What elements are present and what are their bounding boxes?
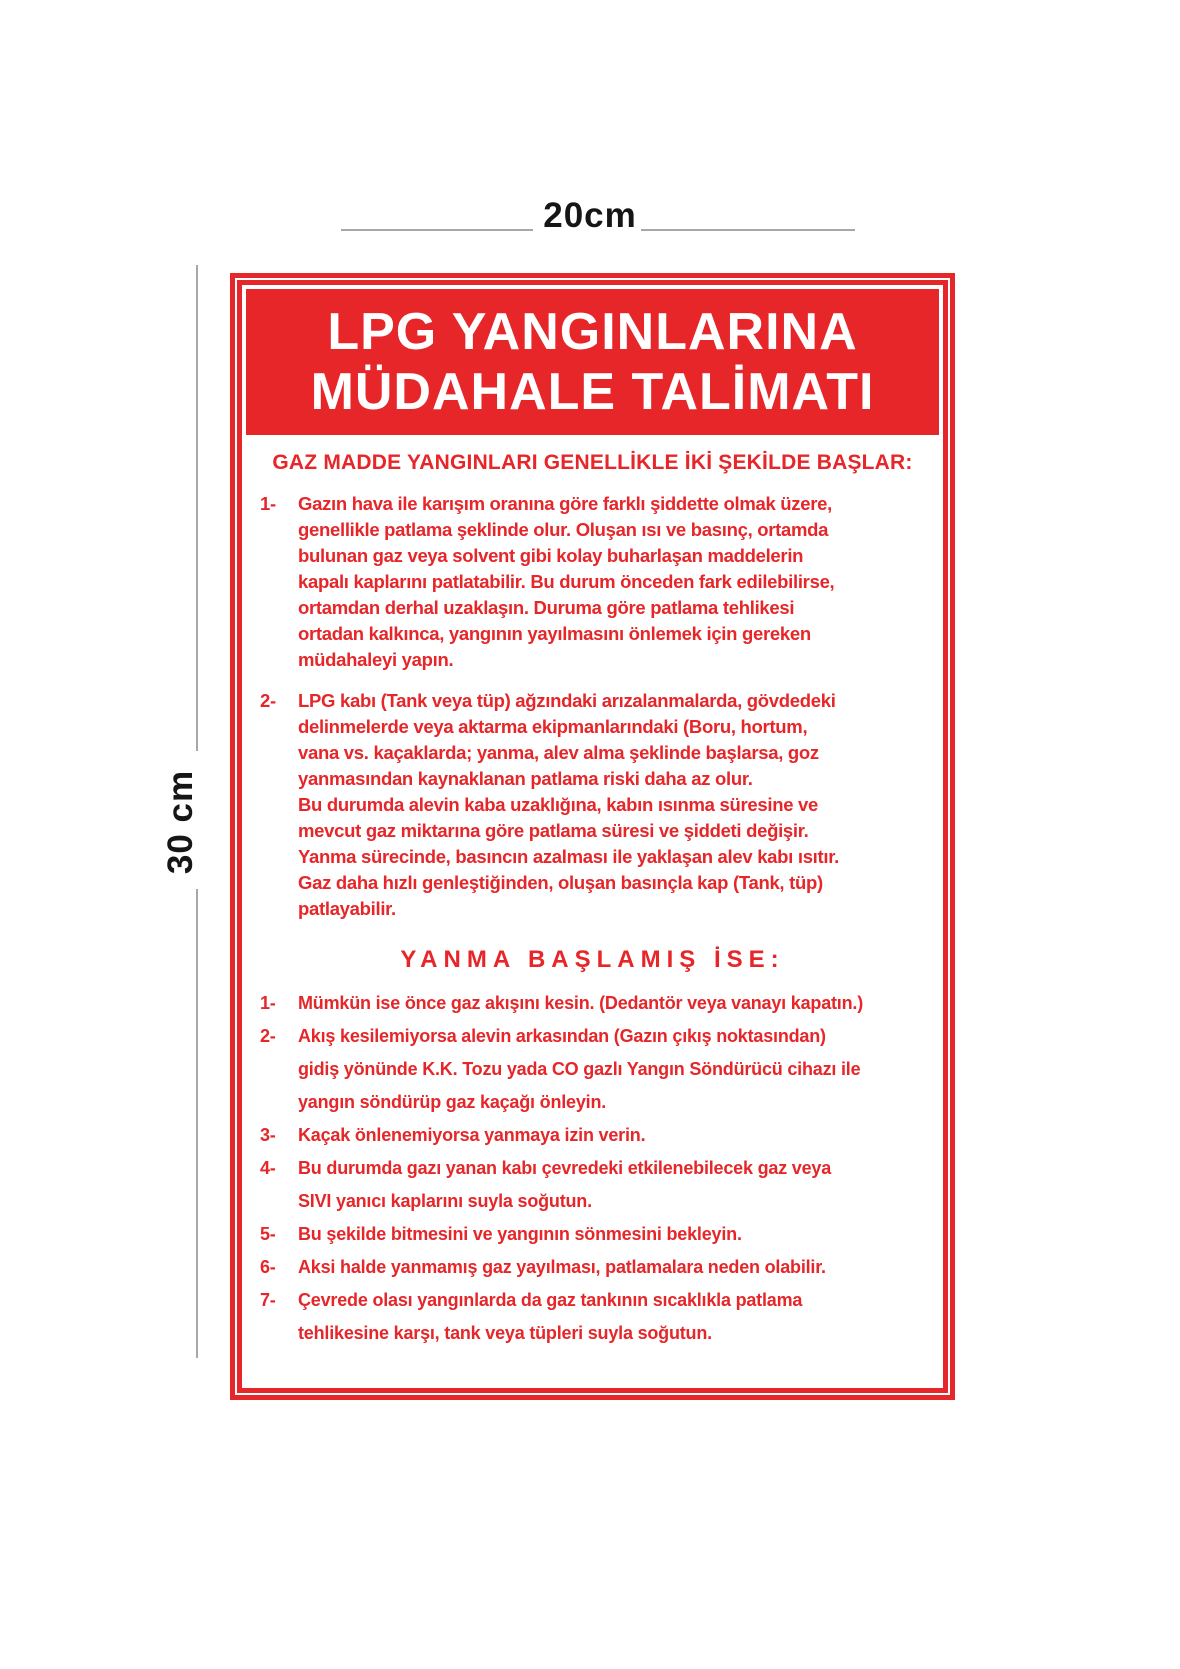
step-item-7	[260, 1284, 925, 1350]
text-line: bulunan gaz veya solvent gibi kolay buharlaşan maddelerin	[298, 545, 804, 566]
text-line: Mümkün ise önce gaz akışını kesin. (Dedantör veya vanayı kapatın.)	[298, 993, 863, 1013]
text-line: Bu şekilde bitmesini ve yangının sönmesini bekleyin.	[298, 1224, 742, 1244]
item-number: 2-	[260, 690, 276, 711]
item-lines	[298, 1284, 925, 1350]
section-heading: YANMA BAŞLAMIŞ İSE:	[400, 946, 785, 973]
step-item-4	[260, 1152, 925, 1218]
text-line: mevcut gaz miktarına göre patlama süresi ve şiddeti değişir.	[298, 820, 809, 841]
text-line: LPG kabı (Tank veya tüp) ağzındaki arızalanmalarda, gövdedeki	[298, 690, 836, 711]
sign-inner-border	[237, 280, 948, 1393]
item-number: 6-	[260, 1257, 276, 1277]
item-number: 4-	[260, 1158, 276, 1178]
text-line: delinmelerde veya aktarma ekipmanlarındaki (Boru, hortum,	[298, 716, 808, 737]
text-line: Bu durumda alevin kaba uzaklığına, kabın ısınma süresine ve	[298, 794, 819, 815]
text-line: Çevrede olası yangınlarda da gaz tankının sıcaklıkla patlama	[298, 1290, 803, 1310]
height-dimension-line-bottom	[196, 889, 198, 1358]
text-line: müdahaleyi yapın.	[298, 649, 454, 670]
width-dimension-line-left	[341, 229, 533, 231]
step-item-6	[260, 1251, 925, 1284]
text-line: tehlikesine karşı, tank veya tüpleri suyla soğutun.	[298, 1323, 712, 1343]
text-line: Aksi halde yanmamış gaz yayılması, patlamalara neden olabilir.	[298, 1257, 826, 1277]
text-line: yanmasından kaynaklanan patlama riski daha az olur.	[298, 768, 753, 789]
text-line: Yanma sürecinde, basıncın azalması ile yaklaşan alev kabı ısıtır.	[298, 846, 839, 867]
sign-header	[246, 289, 939, 435]
item-number: 1-	[260, 993, 276, 1013]
lpg-instruction-sign	[230, 273, 955, 1400]
item-lines	[298, 688, 925, 922]
intro-heading: GAZ MADDE YANGINLARI GENELLİKLE İKİ ŞEKİLDE BAŞLAR:	[272, 451, 913, 474]
item-lines	[298, 1152, 925, 1218]
item-lines	[298, 1251, 925, 1284]
height-dimension-line-top	[196, 265, 198, 751]
item-number: 7-	[260, 1290, 276, 1310]
item-number: 3-	[260, 1125, 276, 1145]
intro-item-1	[260, 491, 925, 673]
sign-title-line2: MÜDAHALE TALİMATI	[310, 363, 875, 421]
text-line: Gaz daha hızlı genleştiğinden, oluşan basınçla kap (Tank, tüp)	[298, 872, 823, 893]
text-line: patlayabilir.	[298, 898, 396, 919]
text-line: Akış kesilemiyorsa alevin arkasından (Gazın çıkış noktasından)	[298, 1026, 826, 1046]
intro-item-2	[260, 688, 925, 922]
item-number: 2-	[260, 1026, 276, 1046]
item-lines	[298, 1020, 925, 1119]
text-line: Kaçak önlenemiyorsa yanmaya izin verin.	[298, 1125, 646, 1145]
sign-title-line1: LPG YANGINLARINA	[327, 303, 858, 361]
item-lines	[298, 491, 925, 673]
text-line: SIVI yanıcı kaplarını suyla soğutun.	[298, 1191, 592, 1211]
step-item-5	[260, 1218, 925, 1251]
step-item-2	[260, 1020, 925, 1119]
text-line: gidiş yönünde K.K. Tozu yada CO gazlı Yangın Söndürücü cihazı ile	[298, 1059, 861, 1079]
width-dimension-line-right	[641, 229, 855, 231]
text-line: ortamdan derhal uzaklaşın. Duruma göre patlama tehlikesi	[298, 597, 795, 618]
sign-body	[246, 435, 939, 1350]
item-number: 5-	[260, 1224, 276, 1244]
item-lines	[298, 987, 925, 1020]
item-number: 1-	[260, 493, 276, 514]
text-line: ortadan kalkınca, yangının yayılmasını önlemek için gereken	[298, 623, 811, 644]
text-line: Bu durumda gazı yanan kabı çevredeki etkilenebilecek gaz veya	[298, 1158, 832, 1178]
item-lines	[298, 1119, 925, 1152]
text-line: vana vs. kaçaklarda; yanma, alev alma şeklinde başlarsa, goz	[298, 742, 819, 763]
step-item-3	[260, 1119, 925, 1152]
step-item-1	[260, 987, 925, 1020]
text-line: yangın söndürüp gaz kaçağı önleyin.	[298, 1092, 607, 1112]
width-dimension-label: 20cm	[543, 196, 637, 235]
text-line: Gazın hava ile karışım oranına göre farklı şiddette olmak üzere,	[298, 493, 832, 514]
item-lines	[298, 1218, 925, 1251]
text-line: genellikle patlama şeklinde olur. Oluşan ısı ve basınç, ortamda	[298, 519, 829, 540]
text-line: kapalı kaplarını patlatabilir. Bu durum önceden fark edilebilirse,	[298, 571, 835, 592]
height-dimension-label: 30 cm	[161, 769, 200, 875]
